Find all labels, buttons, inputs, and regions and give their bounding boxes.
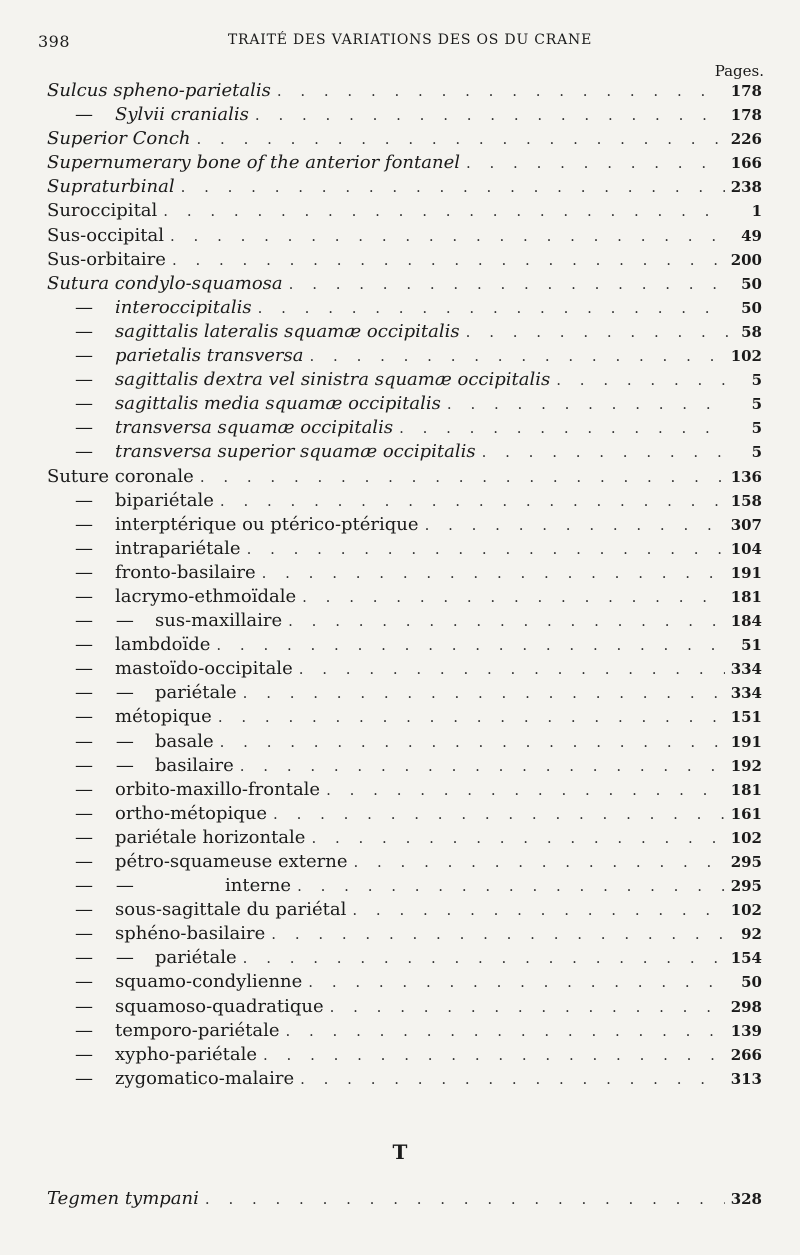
dot-leader <box>299 660 725 678</box>
entry-label: intrapariétale <box>115 537 241 559</box>
dot-leader <box>285 1022 724 1040</box>
dot-leader <box>240 757 725 775</box>
dot-leader <box>311 829 724 847</box>
entry-label: xypho-pariétale <box>115 1043 257 1065</box>
entry-dash: — <box>75 778 93 800</box>
dot-leader <box>330 998 725 1016</box>
index-entry <box>47 851 762 875</box>
index-entry <box>47 273 762 297</box>
dot-leader <box>220 733 725 751</box>
index-entry <box>47 514 762 538</box>
entry-page-number: 178 <box>730 106 762 125</box>
dot-leader <box>258 299 728 317</box>
entry-page-number: 328 <box>730 1190 762 1208</box>
index-entry <box>47 755 762 779</box>
dot-leader <box>326 781 725 799</box>
entry-page-number: 151 <box>730 708 762 727</box>
entry-page-number: 166 <box>730 154 762 173</box>
entry-page-number: 5 <box>751 443 762 462</box>
entry-label: Tegmen tympani <box>47 1188 199 1209</box>
dot-leader <box>352 901 724 919</box>
entry-label: lacrymo-ethmoïdale <box>115 585 297 607</box>
index-entry <box>47 875 762 899</box>
entry-dash: — <box>75 393 93 415</box>
dot-leader <box>353 853 724 871</box>
entry-page-number: 49 <box>741 226 762 245</box>
index-entry <box>47 345 762 369</box>
entry-page-number: 136 <box>730 467 762 486</box>
dot-leader <box>200 468 725 486</box>
entry-label: interptérique ou ptérico-ptérique <box>115 513 419 535</box>
index-entry <box>47 176 762 200</box>
index-entry <box>47 393 762 417</box>
entry-page-number: 178 <box>730 82 762 100</box>
index-entry <box>47 297 762 321</box>
entry-page-number: 334 <box>730 684 762 703</box>
dot-leader <box>218 708 725 726</box>
entry-label: Suture coronale <box>47 465 194 487</box>
entry-label: Suroccipital <box>47 200 158 222</box>
entry-label: Sulcus spheno-parietalis <box>47 80 271 101</box>
entry-dash: — <box>75 320 93 342</box>
index-entry <box>47 80 762 104</box>
dot-leader <box>262 564 725 582</box>
dot-leader <box>220 492 725 510</box>
entry-page-number: 1 <box>751 202 762 221</box>
entry-label: temporo-pariétale <box>115 1019 280 1041</box>
entry-page-number: 102 <box>730 901 762 920</box>
entry-dash: — <box>75 1067 93 1089</box>
entry-label: orbito-maxillo-frontale <box>115 778 321 800</box>
entry-label: fronto-basilaire <box>115 561 256 583</box>
index-entry <box>47 610 762 634</box>
entry-label: interoccipitalis <box>115 296 252 318</box>
entry-label: bipariétale <box>115 489 214 511</box>
index-entry <box>47 947 762 971</box>
entry-page-number: 58 <box>741 322 762 341</box>
entry-label: pétro-squameuse externe <box>115 851 348 872</box>
entry-dash: — <box>75 296 93 318</box>
index-entry <box>47 658 762 682</box>
entry-label: Superior Conch <box>47 128 191 150</box>
entry-label: lambdoïde <box>115 634 211 656</box>
index-entry <box>47 441 762 465</box>
entry-dash: — <box>75 971 93 993</box>
entry-dash: — <box>75 634 93 656</box>
dot-leader <box>466 154 725 172</box>
dot-leader <box>263 1046 725 1064</box>
dot-leader <box>255 106 725 124</box>
index-entry <box>47 225 762 249</box>
dot-leader <box>300 1070 725 1088</box>
dot-leader <box>247 540 725 558</box>
index-entry <box>47 369 762 393</box>
entry-page-number: 295 <box>730 853 762 871</box>
dot-leader <box>308 973 728 991</box>
dot-leader <box>271 925 728 943</box>
entry-page-number: 298 <box>730 997 762 1016</box>
index-entry <box>47 538 762 562</box>
entry-dash: — <box>75 706 93 728</box>
entry-page-number: 192 <box>730 756 762 775</box>
entry-page-number: 50 <box>741 274 762 293</box>
dot-leader <box>216 636 728 654</box>
entry-page-number: 191 <box>730 563 762 582</box>
entry-page-number: 51 <box>741 636 762 655</box>
dot-leader <box>556 371 728 389</box>
dot-leader <box>399 419 728 437</box>
index-entry <box>47 1188 762 1212</box>
entry-label: transversa superior squamæ occipitalis <box>115 441 476 463</box>
entry-label: transversa squamæ occipitalis <box>115 417 394 439</box>
entry-page-number: 158 <box>730 491 762 510</box>
index-entry <box>47 321 762 345</box>
index-entry <box>47 490 762 514</box>
index-entry <box>47 731 762 755</box>
dot-leader <box>310 347 725 365</box>
index-entry <box>47 779 762 803</box>
running-title: TRAITÉ DES VARIATIONS DES OS DU CRANE <box>227 32 593 48</box>
entry-dash: — <box>75 513 93 535</box>
dot-leader <box>289 275 728 293</box>
entry-dash: — <box>75 923 93 945</box>
dot-leader <box>163 202 728 220</box>
entry-page-number: 334 <box>730 660 762 679</box>
entry-label: Sutura condylo-squamosa <box>47 272 283 294</box>
entry-label: pariétale <box>155 947 237 969</box>
dot-leader <box>466 323 728 341</box>
entry-label: sous-sagittale du pariétal <box>115 899 347 921</box>
entry-page-number: 226 <box>730 130 762 149</box>
index-entry <box>47 200 762 224</box>
entry-dash: — <box>75 537 93 559</box>
dot-leader <box>447 395 728 413</box>
dot-leader <box>181 178 725 196</box>
entry-page-number: 104 <box>730 539 762 558</box>
entry-page-number: 191 <box>730 732 762 751</box>
entry-dash: — — <box>75 610 134 632</box>
entry-dash: — — <box>75 682 134 704</box>
index-entry <box>47 996 762 1020</box>
entry-page-number: 50 <box>741 298 762 317</box>
section-letter: T <box>392 1140 408 1164</box>
entry-label: sagittalis dextra vel sinistra squamæ occipitalis <box>115 369 551 391</box>
entry-dash: — <box>75 369 93 391</box>
entry-page-number: 161 <box>730 804 762 823</box>
entry-page-number: 102 <box>730 828 762 847</box>
dot-leader <box>243 949 725 967</box>
entry-dash: — <box>75 851 93 872</box>
index-entry <box>47 923 762 947</box>
entry-dash: — — <box>75 754 134 776</box>
entry-label: parietalis transversa <box>115 345 304 367</box>
entry-label: ortho-métopique <box>115 802 268 824</box>
page-number: 398 <box>38 32 71 51</box>
entry-dash: — <box>75 995 93 1017</box>
entry-page-number: 5 <box>751 419 762 438</box>
index-entry <box>47 971 762 995</box>
entry-label: Sylvii cranialis <box>115 104 249 126</box>
index-entry <box>47 827 762 851</box>
entry-dash: — <box>75 802 93 824</box>
entry-page-number: 154 <box>730 949 762 968</box>
index-entry <box>47 562 762 586</box>
index-entry <box>47 586 762 610</box>
dot-leader <box>205 1190 725 1208</box>
entry-label: Supraturbinal <box>47 176 175 198</box>
dot-leader <box>172 251 725 269</box>
dot-leader <box>243 684 725 702</box>
entry-dash: — — <box>75 875 134 897</box>
entry-label: sagittalis media squamæ occipitalis <box>115 393 441 415</box>
entry-label: interne <box>225 875 292 897</box>
dot-leader <box>277 82 725 100</box>
entry-page-number: 50 <box>741 973 762 992</box>
entry-dash: — <box>75 417 93 439</box>
entry-dash: — <box>75 345 93 367</box>
entry-page-number: 181 <box>730 587 762 606</box>
entry-page-number: 181 <box>730 780 762 799</box>
entry-label: sagittalis lateralis squamæ occipitalis <box>115 320 460 342</box>
entry-page-number: 238 <box>730 178 762 197</box>
entry-label: sus-maxillaire <box>155 610 283 632</box>
entry-dash: — <box>75 1043 93 1065</box>
entry-label: Supernumerary bone of the anterior fontanel <box>47 152 460 174</box>
entry-page-number: 184 <box>730 612 762 631</box>
entry-dash: — <box>75 585 93 607</box>
index-entry <box>47 1044 762 1068</box>
dot-leader <box>170 227 728 245</box>
running-head <box>38 28 742 54</box>
entry-dash: — — <box>75 947 134 969</box>
entry-label: pariétale horizontale <box>115 826 306 848</box>
entry-page-number: 266 <box>730 1045 762 1064</box>
entry-label: Sus-orbitaire <box>47 248 166 270</box>
entry-label: pariétale <box>155 682 237 704</box>
entry-dash: — <box>75 1019 93 1041</box>
entry-page-number: 295 <box>730 877 762 896</box>
entry-label: basilaire <box>155 754 234 776</box>
entry-dash: — — <box>75 730 134 752</box>
index-entry <box>47 682 762 706</box>
entry-label: zygomatico-malaire <box>115 1067 295 1089</box>
entry-label: squamo-condylienne <box>115 971 303 993</box>
entry-dash: — <box>75 489 93 511</box>
entry-label: basale <box>155 730 214 752</box>
entry-page-number: 92 <box>741 925 762 944</box>
index-entry <box>47 803 762 827</box>
index-entry <box>47 152 762 176</box>
index-entry <box>47 899 762 923</box>
entry-label: Sus-occipital <box>47 224 164 246</box>
entry-label: sphéno-basilaire <box>115 923 266 945</box>
entry-label: métopique <box>115 706 212 728</box>
index-entry <box>47 466 762 490</box>
dot-leader <box>288 612 725 630</box>
index-entry <box>47 1020 762 1044</box>
index-entry <box>47 1068 762 1092</box>
entry-label: mastoïdo-occipitale <box>115 658 293 680</box>
pages-column-label: Pages. <box>714 62 764 80</box>
dot-leader <box>482 443 728 461</box>
dot-leader <box>273 805 725 823</box>
index-entry <box>47 706 762 730</box>
entry-page-number: 5 <box>751 371 762 390</box>
entry-dash: — <box>75 104 93 126</box>
index-entry <box>47 417 762 441</box>
index-entry <box>47 104 762 128</box>
dot-leader <box>425 516 725 534</box>
entry-page-number: 139 <box>730 1021 762 1040</box>
entry-dash: — <box>75 561 93 583</box>
entry-dash: — <box>75 658 93 680</box>
entry-page-number: 307 <box>730 515 762 534</box>
index-entry <box>47 128 762 152</box>
entry-page-number: 313 <box>730 1069 762 1088</box>
index-entry <box>47 634 762 658</box>
entry-dash: — <box>75 441 93 463</box>
dot-leader <box>297 877 725 895</box>
index-entries <box>47 80 762 1092</box>
entry-label: squamoso-quadratique <box>115 995 324 1017</box>
index-entry <box>47 249 762 273</box>
entry-page-number: 200 <box>730 250 762 269</box>
entry-page-number: 102 <box>730 347 762 366</box>
dot-leader <box>197 130 725 148</box>
dot-leader <box>302 588 725 606</box>
entry-dash: — <box>75 899 93 921</box>
index-entries-t <box>47 1188 762 1212</box>
entry-dash: — <box>75 826 93 848</box>
entry-page-number: 5 <box>751 395 762 414</box>
